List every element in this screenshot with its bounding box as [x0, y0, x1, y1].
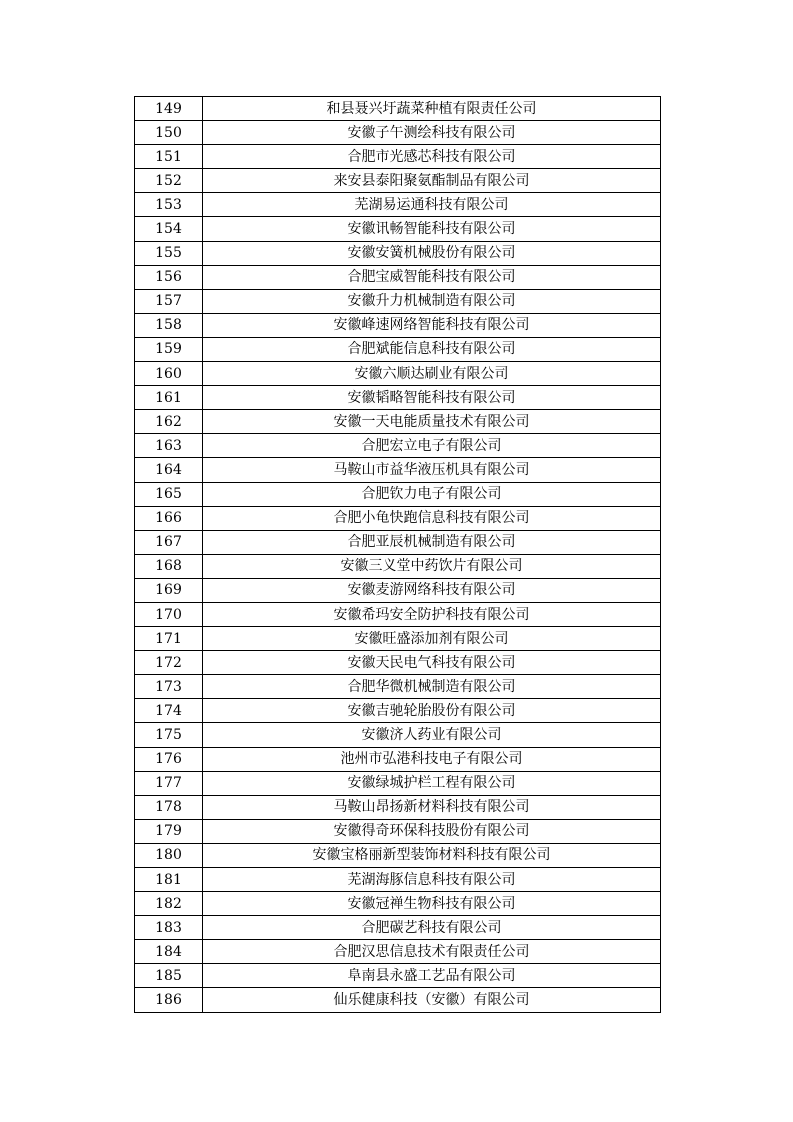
table-row — [135, 988, 661, 1012]
company-name-cell: 合肥斌能信息科技有限公司 — [203, 337, 661, 361]
row-number-cell: 161 — [135, 386, 203, 410]
row-number-cell: 160 — [135, 362, 203, 386]
table-row — [135, 241, 661, 265]
company-name-cell: 池州市弘港科技电子有限公司 — [203, 747, 661, 771]
company-list-table — [134, 96, 661, 1013]
row-number-cell: 168 — [135, 554, 203, 578]
row-number-cell: 183 — [135, 916, 203, 940]
table-row — [135, 916, 661, 940]
row-number-cell: 152 — [135, 169, 203, 193]
row-number-cell: 162 — [135, 410, 203, 434]
row-number-cell: 173 — [135, 675, 203, 699]
table-row — [135, 289, 661, 313]
table-row — [135, 892, 661, 916]
company-name-cell: 安徽三义堂中药饮片有限公司 — [203, 554, 661, 578]
row-number-cell: 156 — [135, 265, 203, 289]
table-row — [135, 169, 661, 193]
row-number-cell: 180 — [135, 843, 203, 867]
company-name-cell: 合肥宝威智能科技有限公司 — [203, 265, 661, 289]
company-name-cell: 安徽子午测绘科技有限公司 — [203, 121, 661, 145]
company-name-cell: 安徽济人药业有限公司 — [203, 723, 661, 747]
table-row — [135, 193, 661, 217]
company-name-cell: 芜湖易运通科技有限公司 — [203, 193, 661, 217]
company-name-cell: 合肥钦力电子有限公司 — [203, 482, 661, 506]
row-number-cell: 175 — [135, 723, 203, 747]
company-name-cell: 安徽天民电气科技有限公司 — [203, 651, 661, 675]
table-row — [135, 771, 661, 795]
table-row — [135, 97, 661, 121]
row-number-cell: 166 — [135, 506, 203, 530]
table-row — [135, 434, 661, 458]
row-number-cell: 150 — [135, 121, 203, 145]
table-row — [135, 723, 661, 747]
table-row — [135, 337, 661, 361]
table-row — [135, 627, 661, 651]
row-number-cell: 174 — [135, 699, 203, 723]
company-name-cell: 合肥小龟快跑信息科技有限公司 — [203, 506, 661, 530]
table-row — [135, 819, 661, 843]
table-row — [135, 795, 661, 819]
row-number-cell: 154 — [135, 217, 203, 241]
row-number-cell: 186 — [135, 988, 203, 1012]
table-row — [135, 530, 661, 554]
table-row — [135, 265, 661, 289]
row-number-cell: 182 — [135, 892, 203, 916]
company-name-cell: 安徽升力机械制造有限公司 — [203, 289, 661, 313]
table-row — [135, 651, 661, 675]
row-number-cell: 165 — [135, 482, 203, 506]
table-row — [135, 843, 661, 867]
table-row — [135, 362, 661, 386]
row-number-cell: 177 — [135, 771, 203, 795]
company-name-cell: 安徽绿城护栏工程有限公司 — [203, 771, 661, 795]
row-number-cell: 167 — [135, 530, 203, 554]
row-number-cell: 169 — [135, 578, 203, 602]
company-name-cell: 合肥华微机械制造有限公司 — [203, 675, 661, 699]
company-name-cell: 马鞍山市益华液压机具有限公司 — [203, 458, 661, 482]
row-number-cell: 185 — [135, 964, 203, 988]
company-name-cell: 阜南县永盛工艺品有限公司 — [203, 964, 661, 988]
row-number-cell: 184 — [135, 940, 203, 964]
row-number-cell: 151 — [135, 145, 203, 169]
table-row — [135, 313, 661, 337]
row-number-cell: 158 — [135, 313, 203, 337]
company-name-cell: 安徽旺盛添加剂有限公司 — [203, 627, 661, 651]
table-row — [135, 458, 661, 482]
row-number-cell: 170 — [135, 602, 203, 626]
table-row — [135, 675, 661, 699]
table-row — [135, 940, 661, 964]
table-row — [135, 217, 661, 241]
row-number-cell: 178 — [135, 795, 203, 819]
company-name-cell: 安徽希玛安全防护科技有限公司 — [203, 602, 661, 626]
row-number-cell: 179 — [135, 819, 203, 843]
table-row — [135, 554, 661, 578]
row-number-cell: 155 — [135, 241, 203, 265]
company-name-cell: 来安县泰阳聚氨酯制品有限公司 — [203, 169, 661, 193]
company-name-cell: 安徽吉驰轮胎股份有限公司 — [203, 699, 661, 723]
table-row — [135, 699, 661, 723]
company-name-cell: 安徽得奇环保科技股份有限公司 — [203, 819, 661, 843]
company-name-cell: 安徽宝格丽新型装饰材料科技有限公司 — [203, 843, 661, 867]
row-number-cell: 176 — [135, 747, 203, 771]
row-number-cell: 181 — [135, 868, 203, 892]
company-name-cell: 合肥碳艺科技有限公司 — [203, 916, 661, 940]
row-number-cell: 164 — [135, 458, 203, 482]
table-row — [135, 482, 661, 506]
table-row — [135, 747, 661, 771]
company-name-cell: 安徽六顺达刷业有限公司 — [203, 362, 661, 386]
table-row — [135, 410, 661, 434]
row-number-cell: 157 — [135, 289, 203, 313]
company-name-cell: 仙乐健康科技（安徽）有限公司 — [203, 988, 661, 1012]
table-row — [135, 602, 661, 626]
company-name-cell: 合肥宏立电子有限公司 — [203, 434, 661, 458]
company-name-cell: 安徽冠禅生物科技有限公司 — [203, 892, 661, 916]
company-name-cell: 马鞍山昂扬新材料科技有限公司 — [203, 795, 661, 819]
row-number-cell: 153 — [135, 193, 203, 217]
row-number-cell: 172 — [135, 651, 203, 675]
company-name-cell: 合肥市光感芯科技有限公司 — [203, 145, 661, 169]
table-row — [135, 506, 661, 530]
company-name-cell: 和县聂兴圩蔬菜种植有限责任公司 — [203, 97, 661, 121]
company-name-cell: 安徽一天电能质量技术有限公司 — [203, 410, 661, 434]
table-row — [135, 386, 661, 410]
company-name-cell: 安徽麦游网络科技有限公司 — [203, 578, 661, 602]
row-number-cell: 149 — [135, 97, 203, 121]
row-number-cell: 163 — [135, 434, 203, 458]
company-name-cell: 安徽安簧机械股份有限公司 — [203, 241, 661, 265]
table-row — [135, 145, 661, 169]
company-name-cell: 芜湖海豚信息科技有限公司 — [203, 868, 661, 892]
table-row — [135, 578, 661, 602]
row-number-cell: 171 — [135, 627, 203, 651]
table-row — [135, 964, 661, 988]
company-list-body — [135, 97, 661, 1013]
table-row — [135, 121, 661, 145]
company-name-cell: 合肥汉思信息技术有限责任公司 — [203, 940, 661, 964]
table-row — [135, 868, 661, 892]
company-name-cell: 安徽韬略智能科技有限公司 — [203, 386, 661, 410]
company-name-cell: 合肥亚辰机械制造有限公司 — [203, 530, 661, 554]
company-name-cell: 安徽讯畅智能科技有限公司 — [203, 217, 661, 241]
row-number-cell: 159 — [135, 337, 203, 361]
company-name-cell: 安徽峰速网络智能科技有限公司 — [203, 313, 661, 337]
